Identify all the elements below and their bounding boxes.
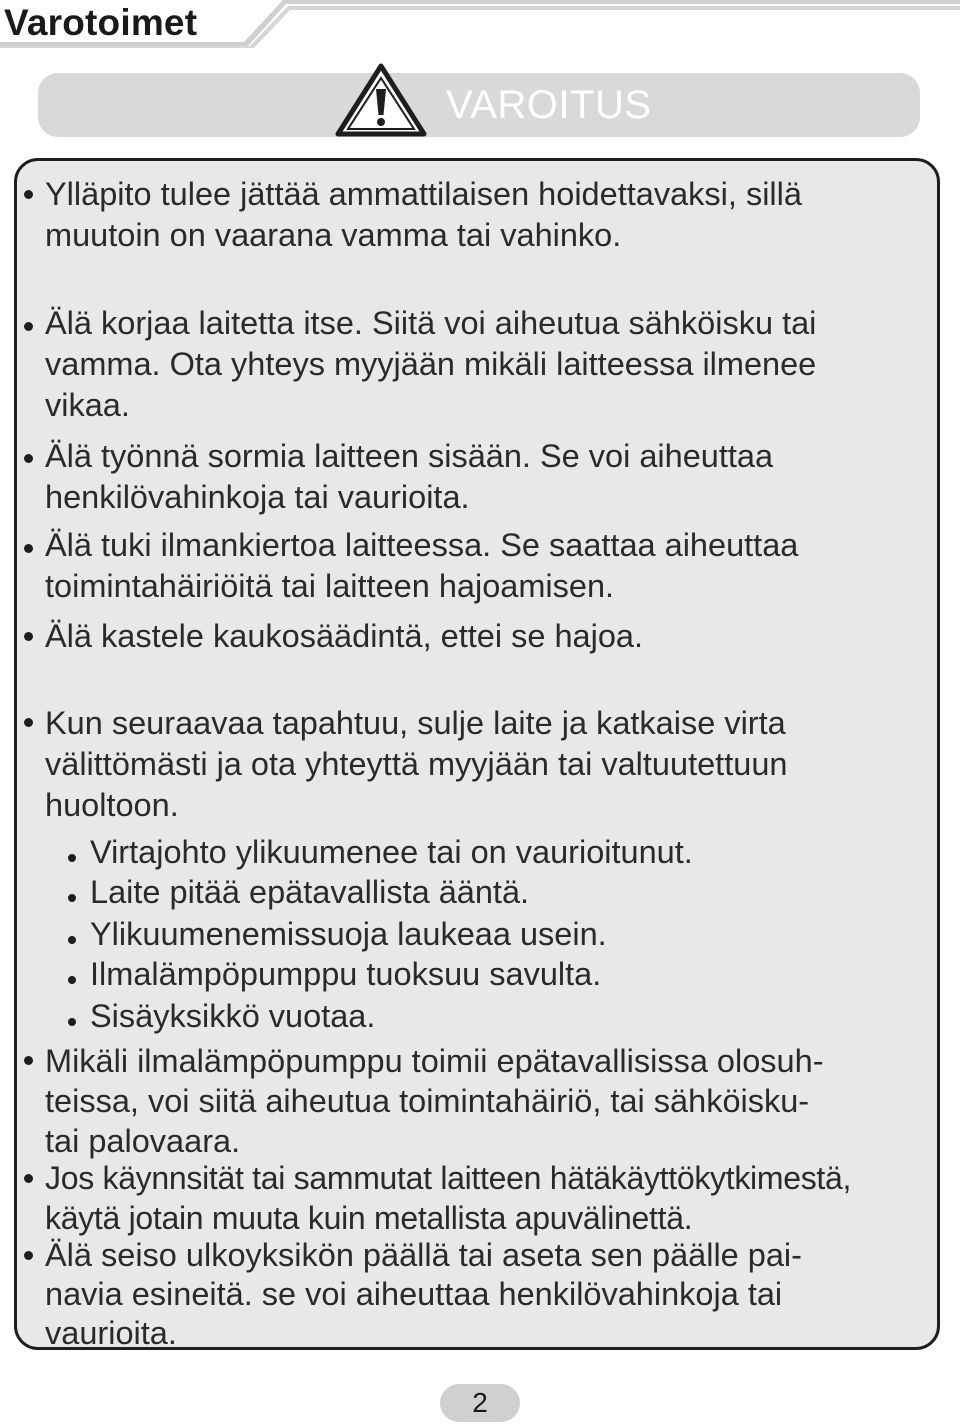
page-number: 2 [440, 1384, 520, 1422]
warning-item-fingers: Älä työnnä sormia laitteen sisään. Se voi aiheuttaa henkilövahinkoja tai vaurioita. [45, 438, 774, 515]
bullet-icon [24, 1174, 33, 1183]
sub-item: Ilmalämpöpumppu tuoksuu savulta. [90, 956, 602, 992]
sub-item: Ylikuumenemissuoja laukeaa usein. [90, 916, 607, 952]
bullet-icon [24, 190, 33, 199]
bullet-icon [24, 1251, 33, 1260]
bullet-icon [68, 854, 76, 862]
bullet-icon [24, 718, 33, 727]
page-title: Varotoimet [4, 2, 198, 43]
bullet-icon [24, 1056, 33, 1065]
bullet-icon [68, 1018, 76, 1026]
warning-item-airflow: Älä tuki ilmankiertoa laitteessa. Se saattaa aiheuttaa toimintahäiriöitä tai laitteen hajoamisen. [45, 527, 799, 604]
warning-label: VAROITUS [446, 83, 652, 127]
warning-item-shutdown: Kun seuraavaa tapahtuu, sulje laite ja katkaise virta välittömästi ja ota yhteyttä myyjään tai valtuutettuun huoltoon. [45, 705, 788, 823]
warning-item-outdoor-unit: Älä seiso ulkoyksikön päällä tai aseta sen päälle pai- navia esineitä. se voi aiheuttaa henkilövahinkoja tai vaurioita. [45, 1237, 802, 1351]
bullet-icon [68, 894, 76, 902]
warning-triangle-icon [335, 63, 427, 137]
bullet-icon [24, 322, 33, 331]
warning-item-maintenance: Ylläpito tulee jättää ammattilaisen hoidettavaksi, sillä muutoin on vaarana vamma tai vahinko. [45, 176, 802, 253]
bullet-icon [68, 976, 76, 984]
bullet-icon [24, 632, 33, 641]
bullet-icon [68, 936, 76, 944]
warning-item-emergency-switch: Jos käynnsität tai sammutat laitteen hätäkäyttökytkimestä, käytä jotain muuta kuin metallista apuvälinettä. [45, 1160, 852, 1236]
bullet-icon [24, 544, 33, 553]
sub-item: Laite pitää epätavallista ääntä. [90, 874, 530, 910]
sub-item: Sisäyksikkö vuotaa. [90, 998, 376, 1034]
warning-item-no-self-repair: Älä korjaa laitetta itse. Siitä voi aiheutua sähköisku tai vamma. Ota yhteys myyjään mikäli laitteessa ilmenee vikaa. [45, 305, 817, 423]
sub-item: Virtajohto ylikuumenee tai on vaurioitunut. [90, 834, 693, 870]
bullet-icon [24, 454, 33, 463]
warning-item-remote: Älä kastele kaukosäädintä, ettei se hajoa. [45, 618, 644, 654]
warning-item-unusual-conditions: Mikäli ilmalämpöpumppu toimii epätavallisissa olosuh- teissa, voi siitä aiheutua toimintahäiriö, tai sähköisku- tai palovaara. [45, 1043, 824, 1159]
